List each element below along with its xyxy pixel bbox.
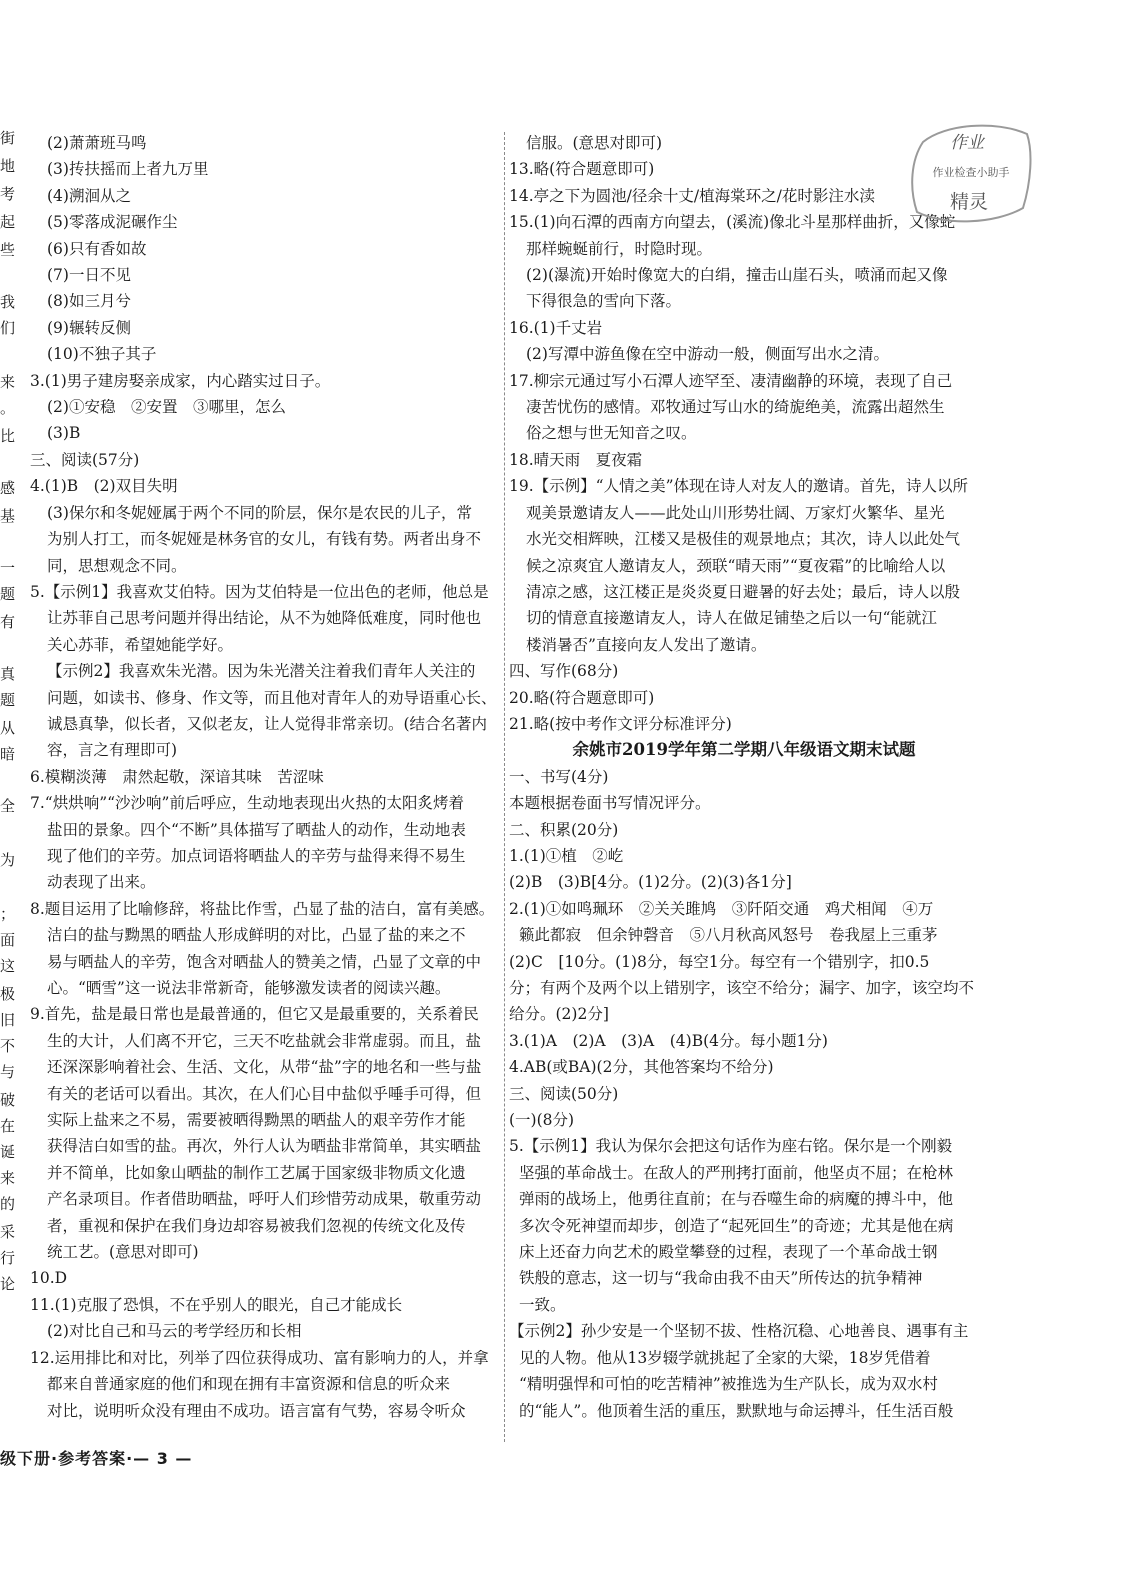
left-answer-line: (9)辗转反侧 (47, 318, 131, 337)
right-answer-line: 一致。 (519, 1295, 566, 1314)
left-answer-line: 9.首先，盐是最日常也是最普通的，但它又是最重要的，关系着民 (30, 1005, 479, 1024)
left-answer-line: (8)如三月兮 (47, 292, 131, 311)
right-answer-line: 俗之想与世无知音之叹。 (526, 424, 697, 443)
left-answer-line: 12.运用排比和对比，列举了四位获得成功、富有影响力的人，并拿 (30, 1348, 489, 1367)
left-answer-line: (3)B (47, 424, 81, 443)
right-answer-line: 18.晴天雨 夏夜霜 (509, 450, 643, 469)
right-answer-line: 信服。(意思对即可) (526, 134, 663, 152)
clipped-char: 诞 (0, 1143, 16, 1161)
right-answer-line: (2)写潭中游鱼像在空中游动一般，侧面写出水之清。 (526, 345, 889, 364)
left-answer-line: 【示例2】我喜欢朱光潜。因为朱光潜关注着我们青年人关注的 (47, 662, 476, 681)
left-answer-line: 实际上盐来之不易，需要被晒得黝黑的晒盐人的艰辛劳作才能 (47, 1111, 466, 1130)
left-answer-line: 8.题目运用了比喻修辞，将盐比作雪，凸显了盐的洁白，富有美感。 (30, 899, 495, 918)
left-answer-line: (3)抟扶摇而上者九万里 (47, 160, 209, 179)
left-answer-line: 并不简单，比如象山晒盐的制作工艺属于国家级非物质文化遗 (47, 1163, 466, 1182)
right-answer-line: 本题根据卷面书写情况评分。 (509, 794, 711, 813)
clipped-char: 极 (0, 985, 16, 1003)
right-answer-line: (一)(8分) (509, 1111, 575, 1130)
right-answer-line: 弹雨的战场上，他勇往直前；在与吞噬生命的病魔的搏斗中，他 (519, 1190, 954, 1209)
clipped-char: 基 (0, 507, 16, 525)
right-answer-line: 20.略(符合题意即可) (509, 688, 655, 707)
left-answer-line: 11.(1)克服了恐惧，不在乎别人的眼光，自己才能成长 (30, 1295, 403, 1314)
right-answer-line: 候之凉爽宜人邀请友人，颈联“晴天雨”“夏夜霜”的比喻给人以 (526, 556, 946, 575)
clipped-char: 。 (0, 399, 16, 417)
left-answer-line: 获得洁白如雪的盐。再次，外行人认为晒盐非常简单，其实晒盐 (47, 1137, 482, 1156)
left-answer-line: (6)只有香如故 (47, 239, 147, 258)
left-answer-line: 统工艺。(意思对即可) (47, 1243, 199, 1262)
left-answer-line: 有关的老话可以看出。其次，在人们心目中盐似乎唾手可得，但 (47, 1084, 482, 1103)
right-answer-line: 观美景邀请友人——此处山川形势壮阔、万家灯火繁华、星光 (526, 503, 945, 522)
clipped-char: 旧 (0, 1011, 16, 1029)
clipped-char: 感 (0, 479, 16, 497)
clipped-char: 一 (0, 559, 16, 577)
left-answer-line: 3.(1)男子建房娶亲成家，内心踏实过日子。 (30, 371, 331, 390)
left-answer-line: 生的大计，人们离不开它，三天不吃盐就会非常虚弱。而且，盐 (47, 1031, 482, 1050)
clipped-char: 比 (0, 427, 16, 445)
left-answer-line: (3)保尔和冬妮娅属于两个不同的阶层，保尔是农民的儿子，常 (47, 503, 472, 522)
left-answer-line: 容，言之有理即可) (47, 741, 178, 760)
clipped-char: 题 (0, 585, 16, 603)
right-answer-line: 铁般的意志，这一切与“我命由我不由天”所传达的抗争精神 (519, 1269, 923, 1288)
left-answer-line: (7)一日不见 (47, 266, 131, 285)
clipped-char: 暗 (0, 745, 16, 763)
right-answer-line: 给分。(2)2分] (509, 1005, 609, 1024)
right-answer-line: 切的情意直接邀请友人，诗人在做足铺垫之后以一句“能就江 (526, 609, 937, 628)
right-answer-line: 下得很急的雪向下落。 (526, 292, 682, 311)
right-answer-line: 1.(1)①植 ②屹 (509, 846, 624, 865)
right-answer-line: 19.【示例】“人情之美”体现在诗人对友人的邀请。首先，诗人以所 (509, 477, 969, 496)
left-answer-line: (4)溯洄从之 (47, 186, 131, 205)
clipped-char: 全 (0, 797, 16, 815)
right-answer-column (509, 130, 979, 1424)
right-answer-line: 【示例2】孙少安是一个坚韧不拔、性格沉稳、心地善良、遇事有主 (509, 1322, 969, 1341)
clipped-char: 些 (0, 241, 16, 259)
clipped-char: 在 (0, 1117, 16, 1135)
left-answer-line: 5.【示例1】我喜欢艾伯特。因为艾伯特是一位出色的老师，他总是 (30, 582, 489, 601)
right-answer-line: 21.略(按中考作文评分标准评分) (509, 714, 732, 733)
left-answer-line: 7.“烘烘响”“沙沙响”前后呼应，生动地表现出火热的太阳炙烤着 (30, 794, 464, 813)
clipped-char: 从 (0, 719, 16, 737)
left-answer-line: 洁白的盐与黝黑的晒盐人形成鲜明的对比，凸显了盐的来之不 (47, 926, 466, 945)
right-answer-line: 余姚市2019学年第二学期八年级语文期末试题 (572, 740, 916, 760)
right-answer-line: 凄苦忧伤的感情。邓牧通过写山水的绮旎绝美，流露出超然生 (526, 398, 945, 417)
right-answer-line: 楼消暑否”直接向友人发出了邀请。 (526, 635, 767, 654)
left-answer-column (30, 130, 500, 1424)
clipped-char: 行 (0, 1249, 16, 1267)
left-answer-line: (2)①安稳 ②安置 ③哪里，怎么 (47, 398, 286, 417)
right-answer-line: 17.柳宗元通过写小石潭人迹罕至、凄清幽静的环境，表现了自己 (509, 371, 953, 390)
right-answer-line: 四、写作(68分) (509, 662, 619, 681)
clipped-char: 的 (0, 1195, 16, 1213)
left-answer-line: 者，重视和保护在我们身边却容易被我们忽视的传统文化及传 (47, 1216, 466, 1235)
left-answer-line: 现了他们的辛劳。加点词语将晒盐人的辛劳与盐得来得不易生 (47, 846, 466, 865)
left-answer-line: (2)萧萧班马鸣 (47, 134, 147, 152)
left-answer-line: 心。“晒雪”这一说法非常新奇，能够激发读者的阅读兴趣。 (47, 979, 451, 997)
left-answer-line: 同，思想观念不同。 (47, 556, 187, 575)
left-answer-line: (2)对比自己和马云的考学经历和长相 (47, 1322, 302, 1341)
left-answer-line: 10.D (30, 1269, 68, 1288)
left-answer-line: 盐田的景象。四个“不断”具体描写了晒盐人的动作，生动地表 (47, 820, 466, 839)
left-answer-line: 问题，如读书、修身、作文等，而且他对青年人的劝导语重心长、 (47, 688, 497, 707)
clipped-char: 为 (0, 851, 16, 869)
clipped-char: 不 (0, 1037, 16, 1055)
left-answer-line: 对比，说明听众没有理由不成功。语言富有气势，容易令听众 (47, 1401, 466, 1420)
left-answer-line: 还深深影响着社会、生活、文化，从带“盐”字的地名和一些与盐 (47, 1058, 482, 1077)
right-answer-line: (2)(瀑流)开始时像宽大的白绢，撞击山崖石头，喷涌而起又像 (526, 266, 948, 285)
clipped-char: ； (0, 905, 16, 923)
left-answer-line: (5)零落成泥碾作尘 (47, 213, 178, 232)
right-answer-line: 分；有两个及两个以上错别字，该空不给分；漏字、加字，该空均不 (509, 979, 975, 997)
right-answer-line: 5.【示例1】我认为保尔会把这句话作为座右铭。保尔是一个刚毅 (509, 1137, 953, 1156)
clipped-char: 我 (0, 293, 16, 311)
right-answer-line: (2)C [10分。(1)8分，每空1分。每空有一个错别字，扣0.5 (509, 952, 930, 971)
clipped-char: 地 (0, 157, 16, 175)
clipped-char: 们 (0, 319, 16, 337)
right-answer-line: 二、积累(20分) (509, 820, 619, 839)
clipped-char: 有 (0, 613, 16, 631)
left-answer-line: 为别人打工，而冬妮娅是林务官的女儿，有钱有势。两者出身不 (47, 530, 482, 549)
right-answer-line: 3.(1)A (2)A (3)A (4)B(4分。每小题1分) (509, 1031, 828, 1050)
right-answer-line: 那样蜿蜒前行，时隐时现。 (526, 239, 713, 258)
clipped-char: 采 (0, 1223, 16, 1241)
clipped-char: 来 (0, 373, 16, 391)
page-footer: 级下册·参考答案·— 3 — (0, 1449, 193, 1468)
right-answer-line: 16.(1)千丈岩 (509, 318, 603, 337)
right-answer-line: 三、阅读(50分) (509, 1084, 619, 1103)
right-answer-line: 多次令死神望而却步，创造了“起死回生”的奇迹；尤其是他在病 (519, 1216, 954, 1235)
clipped-char: 与 (0, 1063, 16, 1081)
left-answer-line: 都来自普通家庭的他们和现在拥有丰富资源和信息的听众来 (47, 1375, 451, 1394)
left-answer-line: 让苏菲自己思考问题并得出结论，从不为她降低难度，同时他也 (47, 609, 482, 628)
clipped-char: 街 (0, 129, 16, 147)
clipped-char: 破 (0, 1091, 16, 1109)
right-answer-line: 4.AB(或BA)(2分，其他答案均不给分) (509, 1058, 774, 1077)
homework-checker-stamp (905, 112, 1035, 230)
right-answer-line: 见的人物。他从13岁辍学就挑起了全家的大梁，18岁凭借着 (519, 1348, 931, 1367)
left-answer-line: 关心苏菲，希望她能学好。 (47, 635, 234, 654)
clipped-char: 面 (0, 931, 16, 949)
right-answer-line: 14.亭之下为圆池/径余十丈/植海棠环之/花时影注水渎 (509, 186, 875, 205)
right-answer-line: 床上还奋力向艺术的殿堂攀登的过程，表现了一个革命战士钢 (519, 1243, 938, 1262)
clipped-char: 这 (0, 957, 16, 975)
right-answer-line: 一、书写(4分) (509, 767, 609, 786)
left-answer-line: 6.模糊淡薄 肃然起敬，深谙其味 苦涩味 (30, 767, 324, 786)
clipped-char: 来 (0, 1169, 16, 1187)
right-answer-line: 坚强的革命战士。在敌人的严刑拷打面前，他坚贞不屈；在枪林 (519, 1163, 954, 1182)
right-answer-line: 的“能人”。他顶着生活的重压，默默地与命运搏斗，任生活百般 (519, 1401, 954, 1420)
left-answer-line: 4.(1)B (2)双目失明 (30, 477, 178, 496)
clipped-char: 论 (0, 1275, 16, 1293)
right-answer-line: 清凉之感，这江楼正是炎炎夏日避暑的好去处；最后，诗人以殷 (526, 582, 961, 601)
column-divider (504, 132, 505, 1442)
clipped-char: 题 (0, 691, 16, 709)
left-answer-line: 三、阅读(57分) (30, 450, 140, 469)
clipped-char: 真 (0, 665, 16, 683)
left-answer-line: 易与晒盐人的辛劳，饱含对晒盐人的赞美之情，凸显了文章的中 (47, 952, 482, 971)
right-answer-line: “精明强悍和可怕的吃苦精神”被推选为生产队长，成为双水村 (519, 1375, 938, 1394)
clipped-char: 考 (0, 185, 16, 203)
left-answer-line: 产名录项目。作者借助晒盐，呼吁人们珍惜劳动成果，敬重劳动 (47, 1190, 482, 1209)
right-answer-line: 2.(1)①如鸣珮环 ②关关雎鸠 ③阡陌交通 鸡犬相闻 ④万 (509, 899, 934, 918)
svg-text:作业: 作业 (950, 133, 984, 153)
left-answer-line: 诚恳真挚，似长者，又似老友，让人觉得非常亲切。(结合名著内 (47, 714, 488, 733)
clipped-char: 起 (0, 213, 16, 231)
svg-text:作业检查小助手: 作业检查小助手 (932, 166, 1010, 179)
right-answer-line: (2)B (3)B[4分。(1)2分。(2)(3)各1分] (509, 873, 792, 892)
left-answer-line: 动表现了出来。 (47, 873, 156, 892)
left-answer-line: (10)不独子其子 (47, 345, 157, 364)
right-answer-line: 籁此都寂 但余钟磬音 ⑤八月秋高风怒号 卷我屋上三重茅 (519, 926, 938, 945)
right-answer-line: 15.(1)向石潭的西南方向望去，(溪流)像北斗星那样曲折，又像蛇 (509, 213, 956, 232)
right-answer-line: 13.略(符合题意即可) (509, 160, 655, 179)
right-answer-line: 水光交相辉映，江楼又是极佳的观景地点；其次，诗人以此处气 (526, 530, 961, 549)
svg-text:精灵: 精灵 (949, 191, 989, 213)
